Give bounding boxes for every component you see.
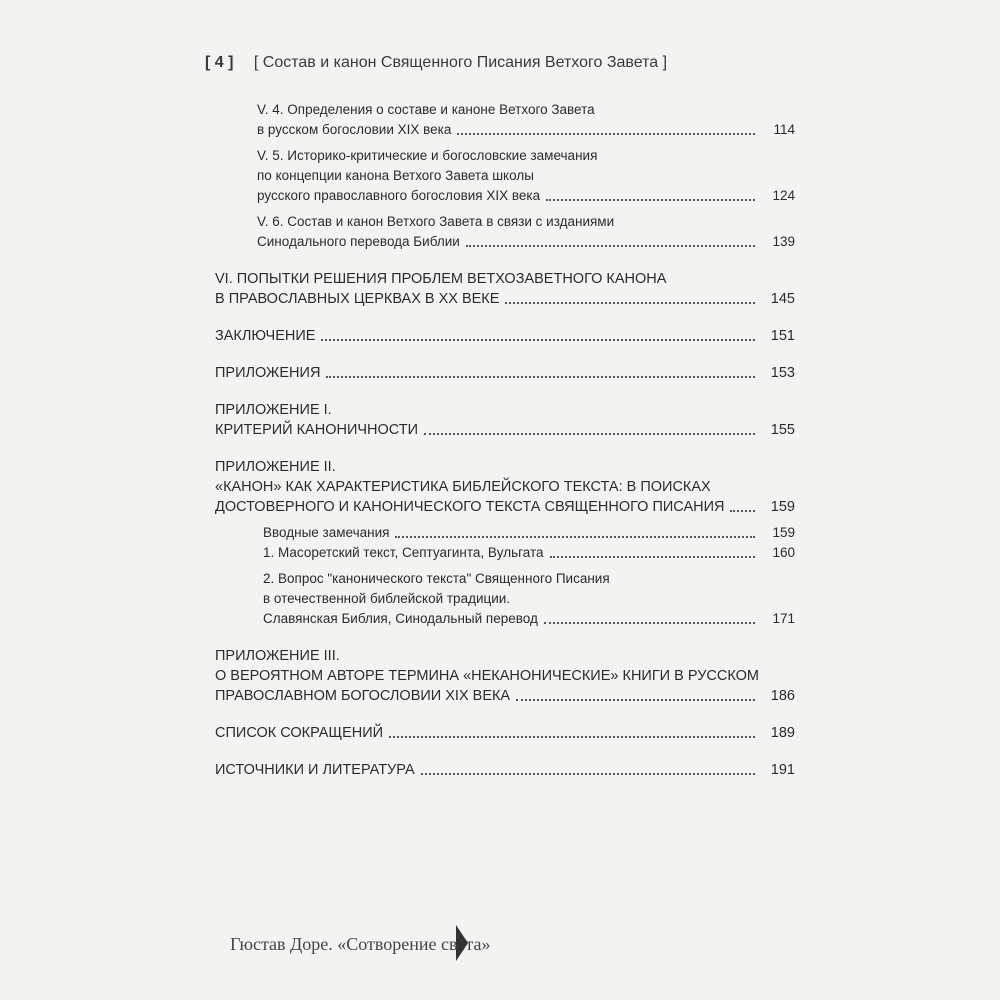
- toc-entry-line: ПРИЛОЖЕНИЯ: [215, 365, 321, 381]
- dot-leader: [326, 376, 755, 378]
- toc-entry-line: V. 4. Определения о составе и каноне Ветхого Завета: [257, 102, 595, 117]
- toc-page-number: 153: [770, 365, 795, 381]
- toc-entry-line: О ВЕРОЯТНОМ АВТОРЕ ТЕРМИНА «НЕКАНОНИЧЕСКИЕ» КНИГИ В РУССКОМ: [215, 668, 759, 684]
- dot-leader: [546, 199, 755, 201]
- toc-page-number: 114: [773, 122, 795, 137]
- toc-page-number: 189: [770, 725, 795, 741]
- toc-entry-line: ПРИЛОЖЕНИЕ I.: [215, 402, 332, 418]
- dot-leader: [505, 302, 755, 304]
- toc-entry-line: в отечественной библейской традиции.: [263, 591, 511, 606]
- toc-entry[interactable]: [215, 457, 795, 517]
- triangle-right-icon: [456, 925, 468, 961]
- toc-entry[interactable]: [257, 212, 795, 252]
- image-caption: Гюстав Доре. «Сотворение света»: [230, 934, 491, 954]
- toc-entry-line: Славянская Библия, Синодальный перевод: [263, 611, 538, 626]
- toc-page-number: 171: [772, 611, 795, 626]
- toc-entry[interactable]: [215, 326, 795, 346]
- toc-page-number: 145: [770, 291, 795, 307]
- toc-entry[interactable]: [263, 543, 795, 563]
- dot-leader: [389, 736, 755, 738]
- toc-page-number: 159: [772, 525, 795, 540]
- toc-entry[interactable]: [257, 100, 795, 140]
- running-title: [ Состав и канон Священного Писания Ветхого Завета ]: [253, 54, 668, 71]
- dot-leader: [424, 433, 755, 435]
- dot-leader: [516, 699, 755, 701]
- toc-entry-line: КРИТЕРИЙ КАНОНИЧНОСТИ: [215, 422, 419, 438]
- toc-entry-line: ДОСТОВЕРНОГО И КАНОНИЧЕСКОГО ТЕКСТА СВЯЩЕННОГО ПИСАНИЯ: [215, 499, 725, 515]
- toc-page-number: 124: [772, 188, 795, 203]
- toc-page-number: 151: [770, 328, 795, 344]
- dot-leader: [321, 339, 755, 341]
- toc-entry-line: 2. Вопрос "канонического текста" Священного Писания: [263, 571, 610, 586]
- toc-entry[interactable]: [263, 569, 795, 629]
- toc-entry[interactable]: [263, 523, 795, 543]
- toc-entry-line: VI. ПОПЫТКИ РЕШЕНИЯ ПРОБЛЕМ ВЕТХОЗАВЕТНОГО КАНОНА: [215, 271, 667, 287]
- dot-leader: [730, 510, 755, 512]
- toc-entry-line: В ПРАВОСЛАВНЫХ ЦЕРКВАХ В XX ВЕКЕ: [215, 291, 500, 307]
- toc-entry[interactable]: [215, 400, 795, 440]
- table-of-contents: [215, 100, 795, 780]
- toc-entry-line: СПИСОК СОКРАЩЕНИЙ: [215, 725, 384, 741]
- toc-entry-line: Синодального перевода Библии: [257, 234, 460, 249]
- toc-entry-line: в русском богословии XIX века: [257, 122, 452, 137]
- dot-leader: [421, 773, 755, 775]
- toc-entry[interactable]: [215, 723, 795, 743]
- dot-leader: [457, 133, 755, 135]
- toc-entry[interactable]: [215, 363, 795, 383]
- toc-page-number: 186: [770, 688, 795, 704]
- running-header: [205, 54, 667, 72]
- toc-entry-line: «КАНОН» КАК ХАРАКТЕРИСТИКА БИБЛЕЙСКОГО ТЕКСТА: В ПОИСКАХ: [215, 479, 711, 495]
- toc-entry-line: ЗАКЛЮЧЕНИЕ: [215, 328, 316, 344]
- toc-entry-line: 1. Масоретский текст, Септуагинта, Вульгата: [263, 545, 544, 560]
- toc-entry-line: ПРИЛОЖЕНИЕ III.: [215, 648, 340, 664]
- toc-entry[interactable]: [257, 146, 795, 206]
- toc-entry[interactable]: [215, 269, 795, 309]
- toc-entry-line: русского православного богословия XIX века: [257, 188, 541, 203]
- toc-entry[interactable]: [215, 760, 795, 780]
- toc-entry-line: ИСТОЧНИКИ И ЛИТЕРАТУРА: [215, 762, 415, 778]
- toc-entry[interactable]: [215, 646, 795, 706]
- toc-page-number: 191: [770, 762, 795, 778]
- dot-leader: [395, 536, 755, 538]
- toc-entry-line: V. 6. Состав и канон Ветхого Завета в связи с изданиями: [257, 214, 615, 229]
- toc-page-number: 160: [772, 545, 795, 560]
- toc-page-number: 139: [772, 234, 795, 249]
- toc-page-number: 159: [770, 499, 795, 515]
- page-number: [ 4 ]: [205, 54, 234, 71]
- toc-entry-line: ПРАВОСЛАВНОМ БОГОСЛОВИИ XIX ВЕКА: [215, 688, 511, 704]
- toc-page-number: 155: [770, 422, 795, 438]
- dot-leader: [544, 622, 755, 624]
- dot-leader: [466, 245, 755, 247]
- dot-leader: [550, 556, 755, 558]
- toc-entry-line: по концепции канона Ветхого Завета школы: [257, 168, 534, 183]
- toc-entry-line: Вводные замечания: [263, 525, 390, 540]
- toc-entry-line: ПРИЛОЖЕНИЕ II.: [215, 459, 336, 475]
- toc-entry-line: V. 5. Историко-критические и богословские замечания: [257, 148, 598, 163]
